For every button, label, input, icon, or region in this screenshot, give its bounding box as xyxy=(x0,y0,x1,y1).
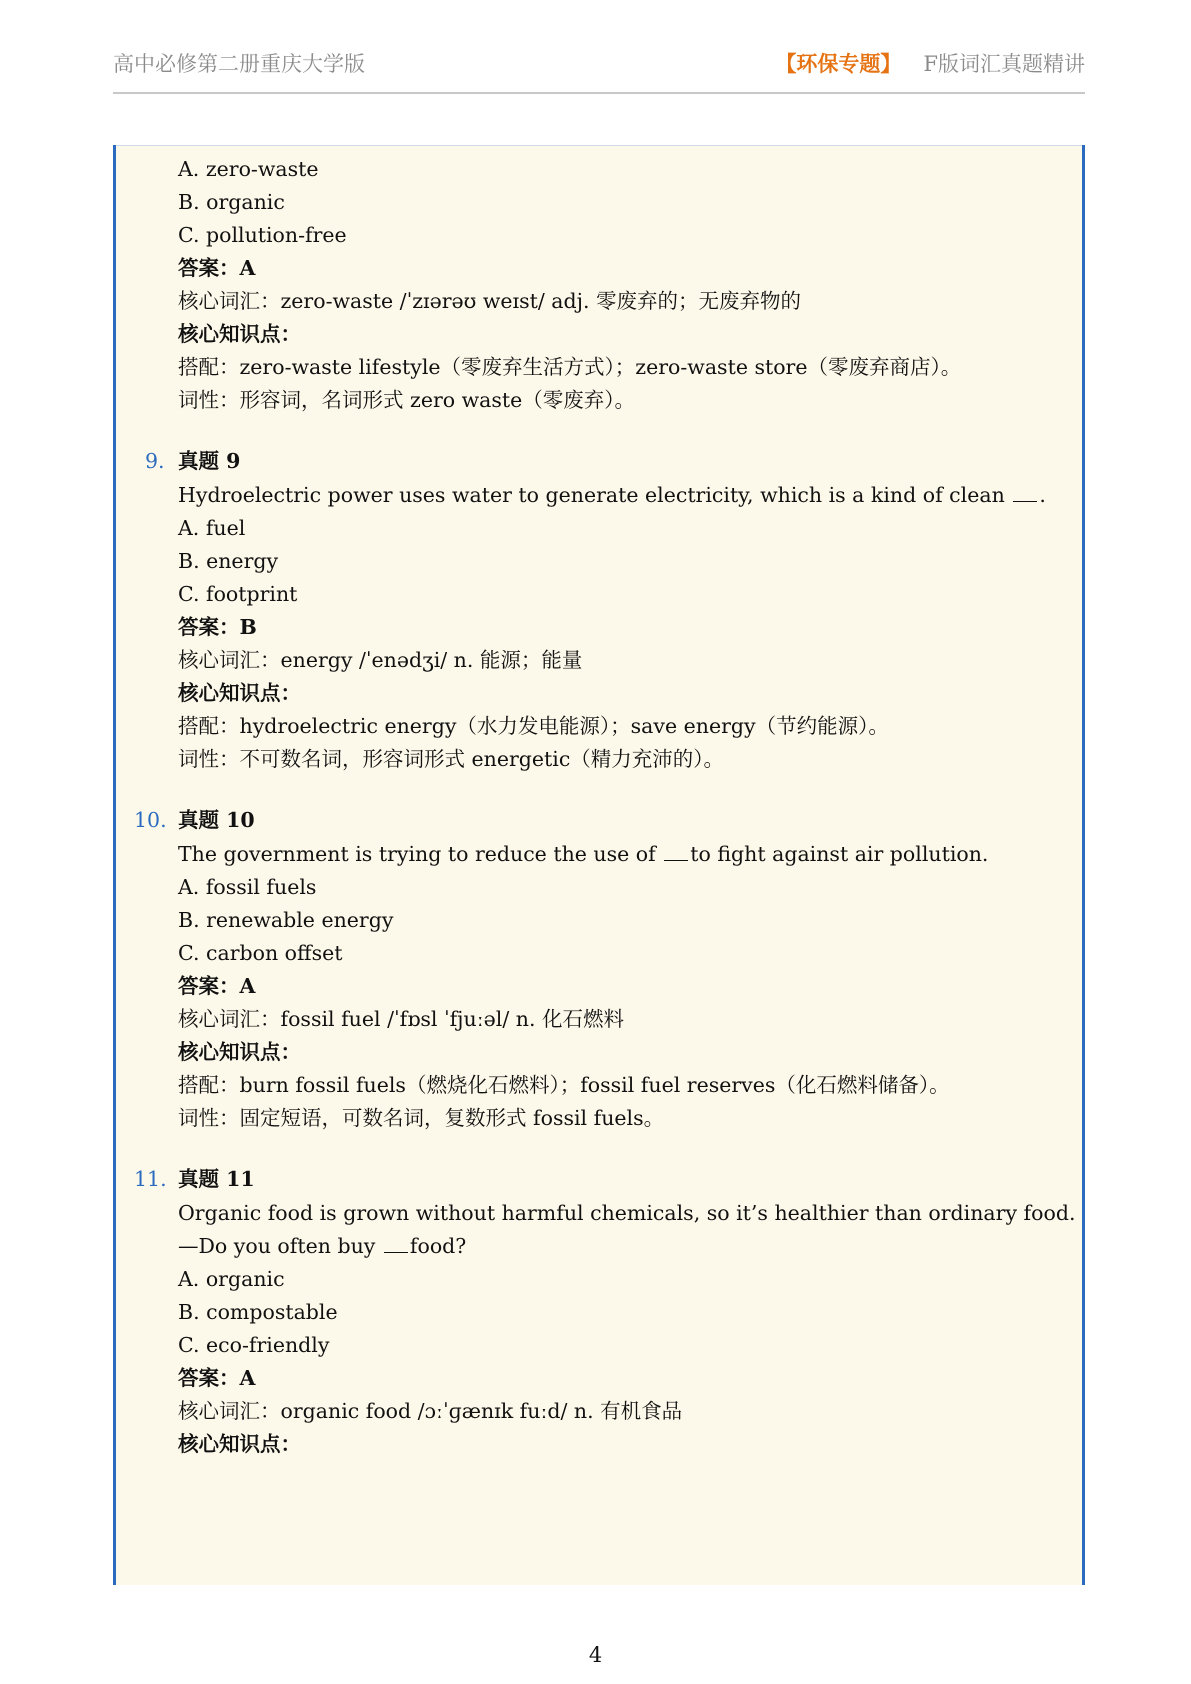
q9-option-b: B. energy xyxy=(178,549,279,573)
q10-core-points: 核心知识点： xyxy=(178,1040,301,1064)
header-right xyxy=(775,48,1085,78)
page-header xyxy=(113,44,1085,94)
q11-answer: 答案：A xyxy=(178,1366,256,1390)
q11-option-b: B. compostable xyxy=(178,1300,338,1324)
q11-number: 11. xyxy=(134,1167,167,1191)
q9-answer: 答案：B xyxy=(178,615,257,639)
q11-core-vocab: 核心词汇：organic food /ɔːˈɡænɪk fuːd/ n. 有机食品 xyxy=(178,1399,683,1423)
q8-option-c: C. pollution-free xyxy=(178,223,347,247)
q9-option-a: A. fuel xyxy=(178,516,246,540)
answer-blank xyxy=(664,844,688,861)
q9-title: 真题 9 xyxy=(178,449,241,473)
q8-answer: 答案：A xyxy=(178,256,256,280)
q9-number: 9. xyxy=(145,449,165,473)
q11-option-a: A. organic xyxy=(178,1267,285,1291)
q8-core-points: 核心知识点： xyxy=(178,322,301,346)
book-title: 高中必修第二册重庆大学版 xyxy=(113,52,365,76)
answer-blank xyxy=(1013,485,1037,502)
q10-answer: 答案：A xyxy=(178,974,256,998)
topic-label: 【环保专题】 xyxy=(775,51,902,76)
q10-option-b: B. renewable energy xyxy=(178,908,394,932)
answer-blank xyxy=(384,1236,408,1253)
q8-collocation: 搭配：zero-waste lifestyle（零废弃生活方式）；zero-waste store（零废弃商店）。 xyxy=(178,355,962,379)
q10-option-a: A. fossil fuels xyxy=(178,875,317,899)
q8-core-vocab: 核心词汇：zero-waste /ˈzɪərəʊ weɪst/ adj. 零废弃的；无废弃物的 xyxy=(178,289,802,313)
q9-core-vocab: 核心词汇：energy /ˈenədʒi/ n. 能源；能量 xyxy=(178,648,583,672)
q8-option-b: B. organic xyxy=(178,190,285,214)
q10-collocation: 搭配：burn fossil fuels（燃烧化石燃料）；fossil fuel reserves（化石燃料储备）。 xyxy=(178,1073,950,1097)
q11-stem-line1: Organic food is grown without harmful chemicals, so it’s healthier than ordinary food. xyxy=(178,1201,1076,1225)
page-number: 4 xyxy=(588,1643,603,1667)
q11-stem-line2: —Do you often buy food? xyxy=(178,1234,467,1258)
q9-part-of-speech: 词性：不可数名词，形容词形式 energetic（精力充沛的）。 xyxy=(178,747,725,771)
q9-stem: Hydroelectric power uses water to generate electricity, which is a kind of clean . xyxy=(178,483,1046,507)
q9-collocation: 搭配：hydroelectric energy（水力发电能源）；save energy（节约能源）。 xyxy=(178,714,889,738)
q11-option-c: C. eco-friendly xyxy=(178,1333,330,1357)
q9-option-c: C. footprint xyxy=(178,582,298,606)
content-panel xyxy=(113,145,1085,1585)
q10-option-c: C. carbon offset xyxy=(178,941,343,965)
header-subtitle: F版词汇真题精讲 xyxy=(923,52,1085,76)
q10-title: 真题 10 xyxy=(178,808,255,832)
q10-core-vocab: 核心词汇：fossil fuel /ˈfɒsl ˈfjuːəl/ n. 化石燃料 xyxy=(178,1007,624,1031)
q8-part-of-speech: 词性：形容词，名词形式 zero waste（零废弃）。 xyxy=(178,388,636,412)
q11-core-points: 核心知识点： xyxy=(178,1432,301,1456)
q8-option-a: A. zero-waste xyxy=(178,157,319,181)
q10-number: 10. xyxy=(134,808,167,832)
q10-part-of-speech: 词性：固定短语，可数名词，复数形式 fossil fuels。 xyxy=(178,1106,665,1130)
q11-title: 真题 11 xyxy=(178,1167,255,1191)
q10-stem: The government is trying to reduce the use of to fight against air pollution. xyxy=(178,842,989,866)
q9-core-points: 核心知识点： xyxy=(178,681,301,705)
